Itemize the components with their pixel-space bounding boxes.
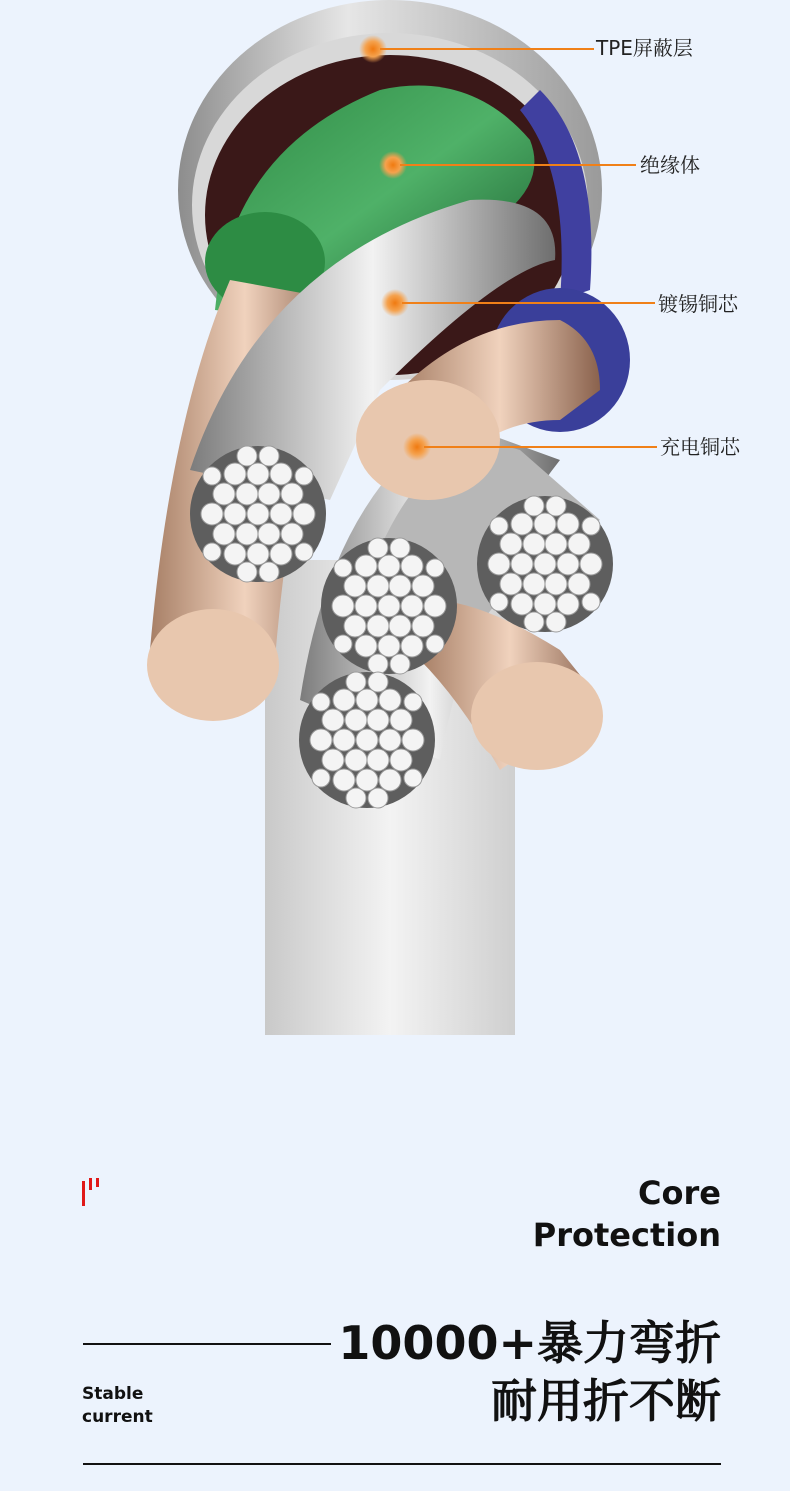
subtitle-line-1: Stable	[82, 1384, 144, 1404]
label-tpe-shield: TPE屏蔽层	[596, 36, 693, 60]
headline-line-1: 10000+暴力弯折	[338, 1316, 721, 1370]
strand-bundle	[299, 672, 435, 808]
strand-bundle	[190, 446, 326, 582]
strand-bundle	[321, 538, 457, 674]
label-charging-copper: 充电铜芯	[660, 435, 740, 459]
subtitle	[82, 1383, 153, 1429]
label-tinned-copper: 镀锡铜芯	[658, 292, 738, 316]
divider-short	[83, 1343, 331, 1345]
label-insulation: 绝缘体	[640, 153, 700, 177]
section-title	[533, 1172, 721, 1256]
strand-bundle	[477, 496, 613, 632]
divider-bottom	[83, 1463, 721, 1465]
title-line-2: Protection	[532, 1216, 721, 1254]
headline-line-2: 耐用折不断	[491, 1374, 721, 1428]
title-line-1: Core	[638, 1174, 721, 1212]
headline	[338, 1314, 721, 1430]
red-accent-mark-icon	[82, 1178, 102, 1206]
subtitle-line-2: current	[82, 1407, 153, 1427]
